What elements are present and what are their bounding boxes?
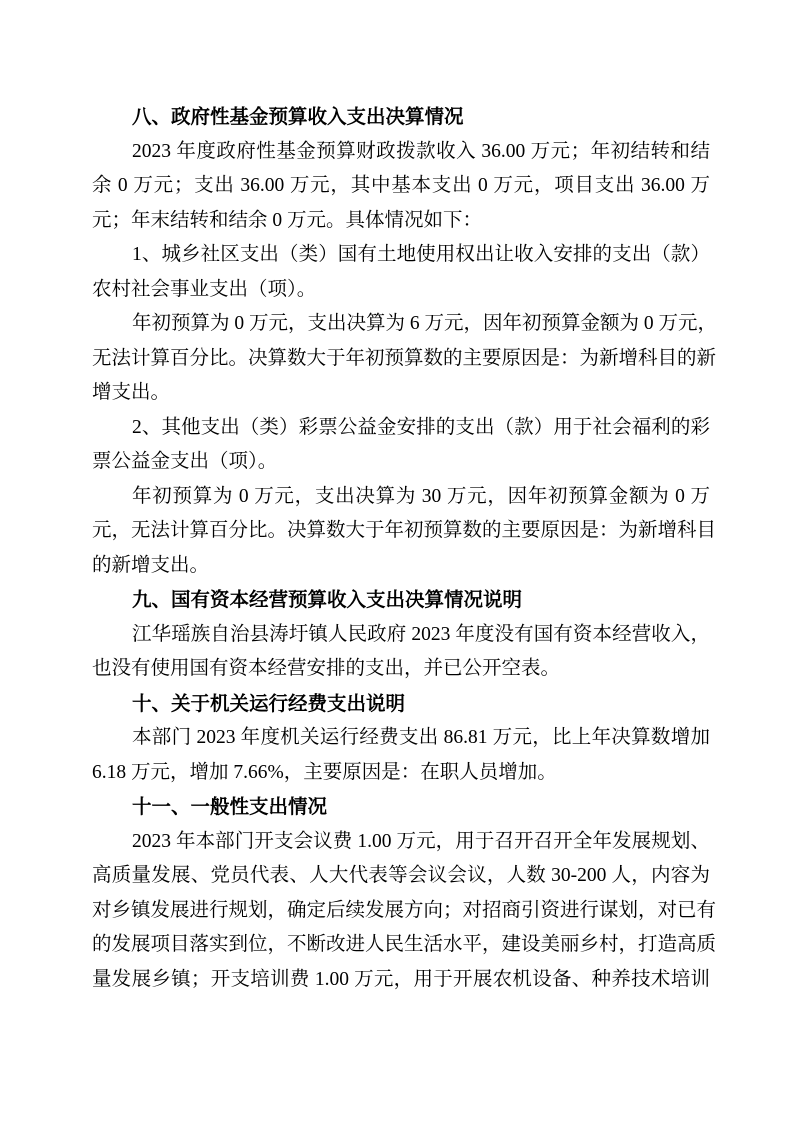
body-line: 1、城乡社区支出（类）国有土地使用权出让收入安排的支出（款） [132,244,710,265]
body-line: 余 0 万元；支出 36.00 万元，其中基本支出 0 万元，项目支出 36.00 万 [92,175,710,196]
body-line: 2、其他支出（类）彩票公益金安排的支出（款）用于社会福利的彩 [132,416,710,438]
section-heading: 十一、一般性支出情况 [132,796,328,818]
body-line: 2023 年本部门开支会议费 1.00 万元，用于召开召开全年发展规划、 [132,830,710,852]
body-line: 增支出。 [92,382,171,403]
body-line: 2023 年度政府性基金预算财政拨款收入 36.00 万元；年初结转和结 [132,140,710,162]
body-line: 农村社会事业支出（项）。 [92,278,317,300]
section-general-expenditure [92,790,717,997]
paragraph [92,307,718,411]
body-line: 元；年末结转和结余 0 万元。具体情况如下： [92,209,483,231]
body-line: 年初预算为 0 万元，支出决算为 6 万元，因年初预算金额为 0 万元， [132,313,718,334]
body-line: 江华瑶族自治县涛圩镇人民政府 2023 年度没有国有资本经营收入， [132,623,710,645]
body-line: 对乡镇发展进行规划，确定后续发展方向；对招商引资进行谋划，对已有 [92,899,717,921]
paragraph [92,480,717,584]
section-state-capital-budget [92,583,710,687]
paragraph [92,135,710,239]
section-heading: 九、国有资本经营预算收入支出决算情况说明 [132,589,523,611]
paragraph [92,721,710,790]
body-line: 也没有使用国有资本经营安排的支出，并已公开空表。 [92,658,561,679]
body-line: 元，无法计算百分比。决算数大于年初预算数的主要原因是：为新增科目 [92,520,717,541]
section-agency-operating-expense [92,687,710,791]
paragraph [92,618,710,687]
body-line: 量发展乡镇；开支培训费 1.00 万元，用于开展农机设备、种养技术培训 [92,968,710,990]
body-line: 本部门 2023 年度机关运行经费支出 86.81 万元，比上年决算数增加 [132,727,710,748]
paragraph [92,411,710,480]
body-line: 年初预算为 0 万元，支出决算为 30 万元，因年初预算金额为 0 万 [132,485,710,507]
paragraph [92,825,717,998]
body-line: 无法计算百分比。决算数大于年初预算数的主要原因是：为新增科目的新 [92,347,717,369]
section-government-fund-budget [92,100,718,583]
body-line: 的新增支出。 [92,554,210,576]
body-line: 的发展项目落实到位，不断改进人民生活水平，建设美丽乡村，打造高质 [92,934,717,955]
paragraph [92,238,710,307]
section-heading: 十、关于机关运行经费支出说明 [132,692,406,715]
page-content [92,100,718,997]
body-line: 高质量发展、党员代表、人大代表等会议会议，人数 30-200 人，内容为 [92,865,710,886]
body-line: 6.18 万元，增加 7.66%，主要原因是：在职人员增加。 [92,761,557,783]
section-heading: 八、政府性基金预算收入支出决算情况 [132,106,464,128]
body-line: 票公益金支出（项）。 [92,451,278,472]
